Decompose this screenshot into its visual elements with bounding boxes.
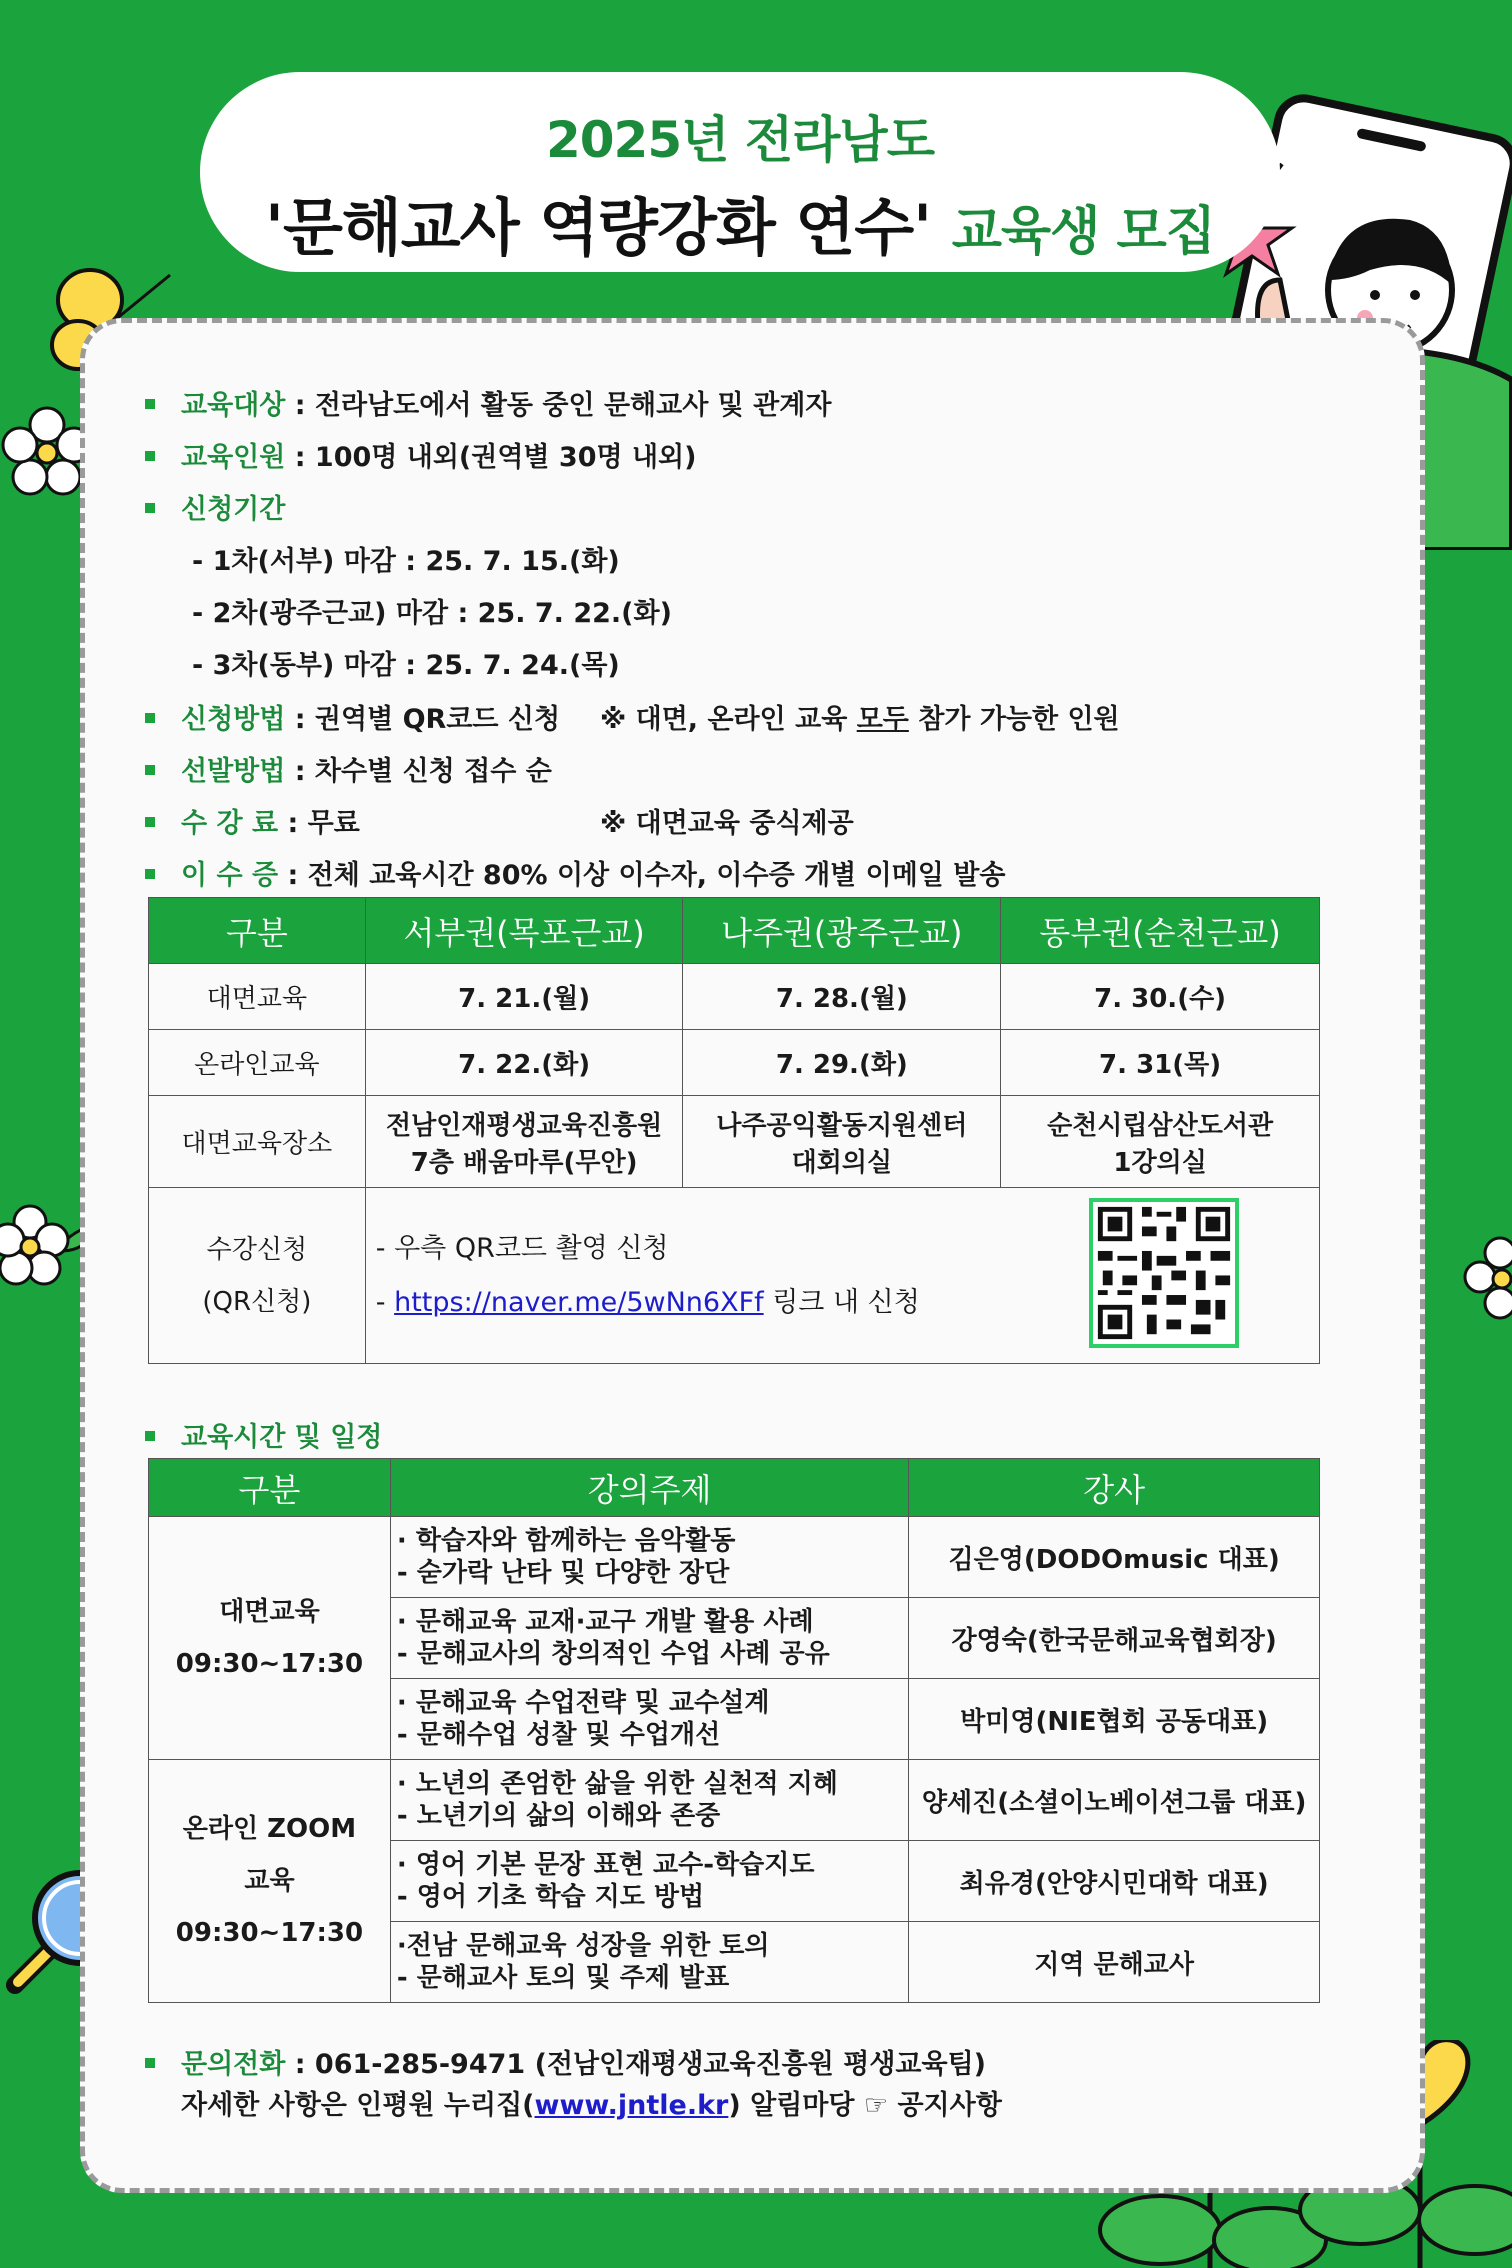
table-cell: 7. 30.(수) <box>1001 964 1320 1030</box>
reg-label: 수강신청 <box>206 1234 308 1265</box>
contact-value: : 061-285-9471 (전남인재평생교육진흥원 평생교육팀) <box>285 2049 986 2080</box>
topic-cell <box>390 1679 908 1760</box>
table-header: 강사 <box>909 1459 1320 1517</box>
registration-cell <box>365 1188 1319 1364</box>
table-header: 강의주제 <box>390 1459 908 1517</box>
table-header: 서부권(목포근교) <box>365 898 683 964</box>
contact-footer <box>145 2045 1002 2126</box>
fee-note: ※ 대면교육 중식제공 <box>600 808 854 839</box>
bullet-icon <box>145 451 155 461</box>
title-banner <box>200 72 1280 272</box>
teacher-cell: 강영숙(한국문해교육협회장) <box>909 1598 1320 1679</box>
info-value: : 차수별 신청 접수 순 <box>285 756 552 787</box>
info-key: 신청기간 <box>181 494 286 525</box>
topic-cell <box>390 1760 908 1841</box>
period-2: - 2차(광주근교) 마감 : 25. 7. 22.(화) <box>192 598 672 629</box>
table-cell: 7. 21.(월) <box>365 964 683 1030</box>
row-label: 대면교육장소 <box>149 1096 366 1188</box>
method-note <box>600 697 1120 736</box>
bullet-icon <box>145 2058 155 2068</box>
note-text: 참가 가능한 인원 <box>908 704 1120 735</box>
schedule-heading <box>145 1415 382 1454</box>
info-fee <box>145 801 360 840</box>
venue-name: 순천시립삼산도서관 <box>1047 1110 1274 1141</box>
website-link[interactable]: www.jntle.kr <box>534 2089 729 2121</box>
info-key: 이 수 증 <box>181 860 279 891</box>
info-value: : 권역별 QR코드 신청 <box>285 704 561 735</box>
teacher-cell: 양세진(소셜이노베이션그룹 대표) <box>909 1760 1320 1841</box>
info-capacity <box>145 435 696 474</box>
info-value: : 전라남도에서 활동 중인 문해교사 및 관계자 <box>285 390 832 421</box>
info-key: 교육대상 <box>181 390 286 421</box>
group-time: 09:30~17:30 <box>175 1649 364 1679</box>
info-value: : 전체 교육시간 80% 이상 이수자, 이수증 개별 이메일 발송 <box>278 860 1006 891</box>
topic-title: · 문해교육 교재·교구 개발 활용 사례 <box>396 1606 814 1637</box>
info-key: 선발방법 <box>181 756 286 787</box>
topic-cell <box>390 1598 908 1679</box>
bullet-icon <box>145 869 155 879</box>
topic-title: · 영어 기본 문장 표현 교수-학습지도 <box>396 1849 815 1880</box>
venue-room: 1강의실 <box>1113 1147 1207 1178</box>
topic-title: ·전남 문해교육 성장을 위한 토의 <box>396 1930 770 1961</box>
bullet-icon <box>145 765 155 775</box>
reg-label-sub: (QR신청) <box>202 1286 312 1317</box>
info-key: 신청방법 <box>181 704 286 735</box>
topic-sub: - 문해교사 토의 및 주제 발표 <box>396 1963 730 1993</box>
reg-line-qr: - 우측 QR코드 촬영 신청 <box>375 1232 669 1264</box>
topic-sub: - 문해수업 성찰 및 수업개선 <box>396 1720 721 1750</box>
info-method <box>145 697 560 736</box>
period-3: - 3차(동부) 마감 : 25. 7. 24.(목) <box>192 650 620 681</box>
topic-title: · 학습자와 함께하는 음악활동 <box>396 1525 736 1556</box>
group-label: 대면교육 <box>219 1597 320 1627</box>
reg-suffix: 링크 내 신청 <box>763 1286 920 1318</box>
region-schedule-table <box>148 897 1320 1364</box>
note-emphasis: 모두 <box>856 704 909 735</box>
title-line2 <box>200 178 1280 267</box>
contact-line <box>145 2045 1002 2086</box>
group-label: 온라인 ZOOM <box>182 1814 357 1844</box>
info-key: 수 강 료 <box>181 808 279 839</box>
bullet-icon <box>145 1431 155 1441</box>
note-text: ※ 대면, 온라인 교육 <box>600 704 857 735</box>
row-label: 온라인교육 <box>149 1030 366 1096</box>
table-cell: 7. 29.(화) <box>683 1030 1001 1096</box>
topic-title: · 노년의 존엄한 삶을 위한 실천적 지혜 <box>396 1768 838 1799</box>
table-header: 구분 <box>149 898 366 964</box>
group-label-sub: 교육 <box>244 1866 295 1896</box>
bullet-icon <box>145 817 155 827</box>
group-time: 09:30~17:30 <box>175 1918 364 1948</box>
venue-room: 7층 배움마루(무안) <box>410 1147 638 1178</box>
teacher-cell: 박미영(NIE협회 공동대표) <box>909 1679 1320 1760</box>
info-selection <box>145 749 552 788</box>
table-cell: 7. 22.(화) <box>365 1030 683 1096</box>
bullet-icon <box>145 503 155 513</box>
row-label <box>149 1188 366 1364</box>
teacher-cell: 최유경(안양시민대학 대표) <box>909 1841 1320 1922</box>
venue-room: 대회의실 <box>791 1147 893 1178</box>
contact-key: 문의전화 <box>181 2049 286 2080</box>
info-period <box>145 487 285 526</box>
bullet-icon <box>145 399 155 409</box>
table-header: 구분 <box>149 1459 391 1517</box>
topic-sub: - 문해교사의 창의적인 수업 사례 공유 <box>396 1639 830 1669</box>
table-header: 동부권(순천근교) <box>1001 898 1320 964</box>
qr-code-icon[interactable] <box>1089 1198 1239 1348</box>
topic-sub: - 노년기의 삶의 이해와 존중 <box>396 1801 721 1831</box>
topic-sub: - 영어 기초 학습 지도 방법 <box>396 1882 705 1912</box>
venue-cell <box>1001 1096 1320 1188</box>
website-pre: 자세한 사항은 인평원 누리집( <box>181 2089 535 2121</box>
venue-name: 전남인재평생교육진흥원 <box>385 1110 663 1141</box>
offline-group-label <box>149 1517 391 1760</box>
venue-name: 나주공익활동지원센터 <box>716 1110 968 1141</box>
title-main: '문해교사 역량강화 연수' <box>265 191 932 264</box>
title-suffix: 교육생 모집 <box>951 202 1215 262</box>
website-post: ) 알림마당 ☞ 공지사항 <box>728 2089 1002 2121</box>
flower-right-illustration <box>1460 1235 1512 1325</box>
title-line1: 2025년 전라남도 <box>545 111 935 169</box>
info-certificate <box>145 853 1005 892</box>
bullet-icon <box>145 713 155 723</box>
teacher-cell: 지역 문해교사 <box>909 1922 1320 2003</box>
period-1: - 1차(서부) 마감 : 25. 7. 15.(화) <box>192 546 620 577</box>
info-key: 교육인원 <box>181 442 286 473</box>
online-group-label <box>149 1760 391 2003</box>
info-value: : 무료 <box>278 808 360 839</box>
topic-cell <box>390 1841 908 1922</box>
table-cell: 7. 31(목) <box>1001 1030 1320 1096</box>
info-target <box>145 383 831 422</box>
info-value: : 100명 내외(권역별 30명 내외) <box>285 442 697 473</box>
topic-title: · 문해교육 수업전략 및 교수설계 <box>396 1687 770 1718</box>
topic-sub: - 숟가락 난타 및 다양한 장단 <box>396 1558 730 1588</box>
website-line <box>145 2086 1002 2127</box>
schedule-heading-text: 교육시간 및 일정 <box>181 1422 383 1453</box>
row-label: 대면교육 <box>149 964 366 1030</box>
lecture-schedule-table <box>148 1458 1320 2003</box>
topic-cell <box>390 1922 908 2003</box>
table-cell: 7. 28.(월) <box>683 964 1001 1030</box>
venue-cell <box>365 1096 683 1188</box>
teacher-cell: 김은영(DODOmusic 대표) <box>909 1517 1320 1598</box>
topic-cell <box>390 1517 908 1598</box>
table-header: 나주권(광주근교) <box>683 898 1001 964</box>
reg-dash: - <box>375 1286 395 1318</box>
venue-cell <box>683 1096 1001 1188</box>
registration-link[interactable]: https://naver.me/5wNn6XFf <box>394 1286 764 1318</box>
